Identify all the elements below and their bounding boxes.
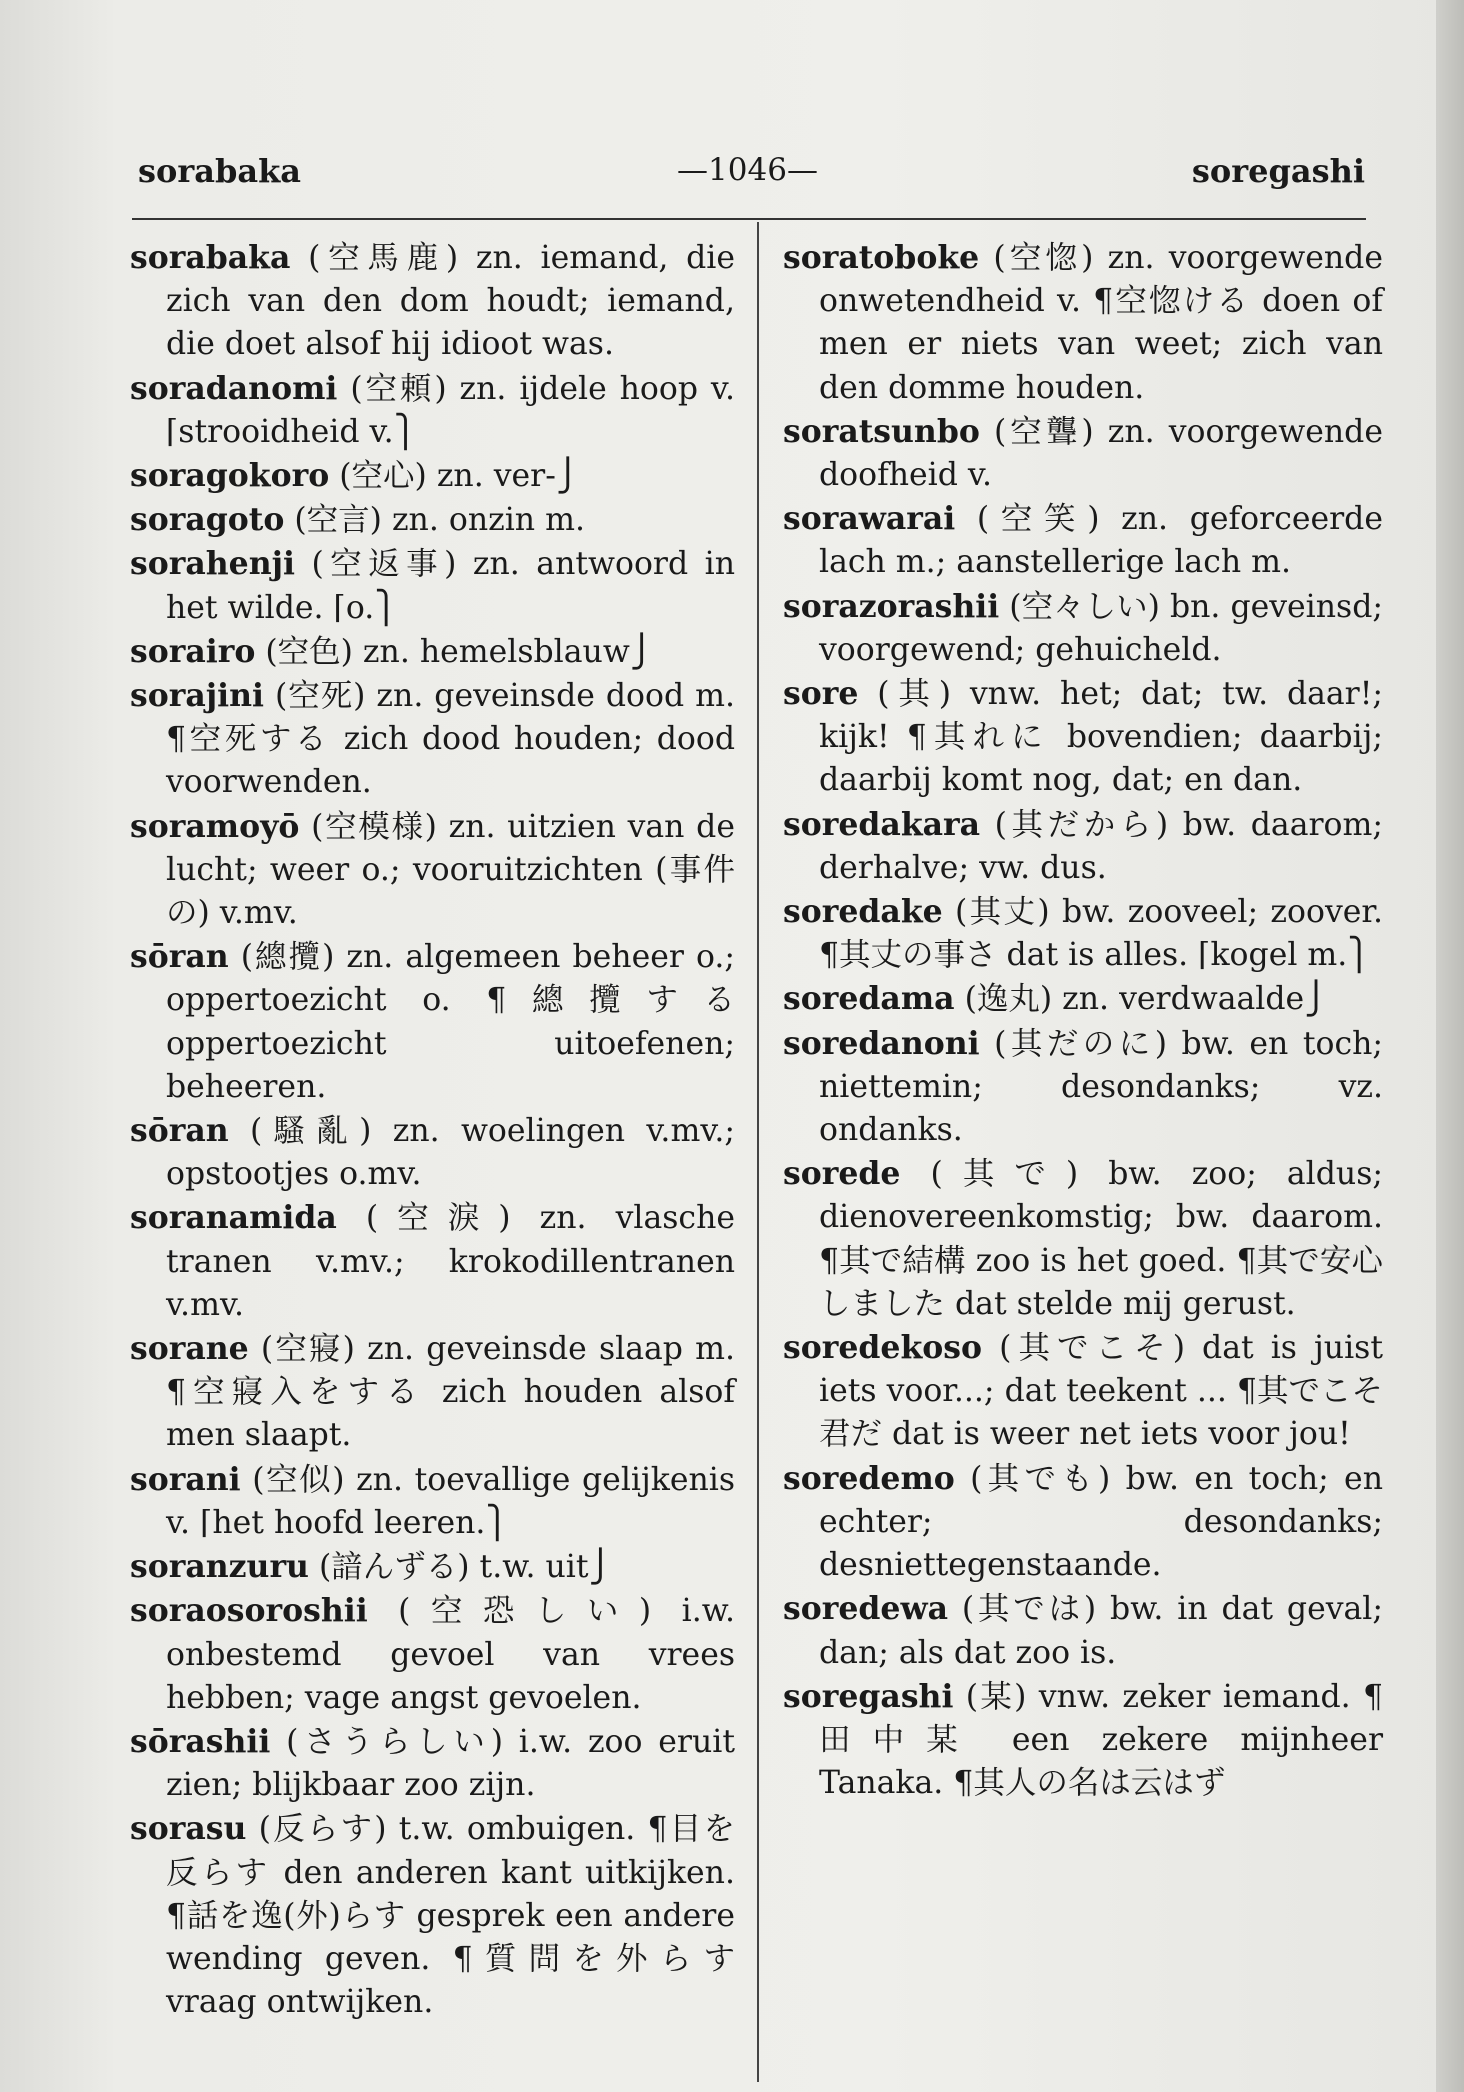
dictionary-entry: sorajini (空死) zn. geveinsde dood m. ¶空死する zich dood houden; dood voorwenden.	[130, 677, 735, 801]
header-left-headword: sorabaka	[138, 152, 301, 190]
headword: soredekoso	[783, 1329, 983, 1367]
headword: sōran	[130, 938, 229, 976]
headword: soratsunbo	[783, 412, 980, 450]
headword: sorane	[130, 1330, 249, 1368]
headword: sorani	[130, 1460, 241, 1498]
dictionary-entry: soredake (其丈) bw. zooveel; zoover. ¶其丈の事さ dat is alles. ⌈kogel m.⎫	[783, 893, 1383, 974]
headword: soredakara	[783, 805, 981, 843]
headword: soragokoro	[130, 457, 330, 495]
headword: soragoto	[130, 501, 285, 539]
dictionary-entry: soragokoro (空心) zn. ver-⎭	[130, 457, 580, 495]
headword: sorabaka	[130, 239, 291, 276]
headword: soradanomi	[130, 369, 338, 407]
headword: sōrashii	[130, 1722, 271, 1760]
headword: soraosoroshii	[130, 1592, 368, 1630]
dictionary-entry: sorani (空似) zn. toevallige gelijkenis v. ⌈het hoofd leeren.⎫	[130, 1460, 735, 1541]
page-edge	[1436, 0, 1464, 2092]
headword: soredemo	[783, 1459, 955, 1497]
headword: sorazorashii	[783, 587, 1000, 625]
headword: soratoboke	[783, 239, 980, 276]
dictionary-entry: sorazorashii (空々しい) bn. geveinsd; voorgewend; gehuicheld.	[783, 587, 1383, 668]
dictionary-entry: sorawarai (空笑) zn. geforceerde lach m.; aanstellerige lach m.	[783, 500, 1383, 581]
headword: soredanoni	[783, 1024, 980, 1062]
dictionary-entry: sorede (其で) bw. zoo; aldus; dienovereenkomstig; bw. daarom. ¶其で結構 zoo is het goed. ¶其で安心しました dat stelde mij gerust.	[783, 1155, 1383, 1322]
headword: sorawarai	[783, 500, 956, 538]
dictionary-entry: soredemo (其でも) bw. en toch; en echter; desondanks; desniettegenstaande.	[783, 1459, 1383, 1584]
page-number: —1046—	[677, 152, 818, 188]
dictionary-entry: soredama (逸丸) zn. verdwaalde⎭	[783, 980, 1328, 1018]
headword: sorairo	[130, 632, 256, 670]
dictionary-entry: soramoyō (空模様) zn. uitzien van de lucht; weer o.; vooruitzichten (事件の) v.mv.	[130, 807, 735, 932]
headword: sorede	[783, 1155, 901, 1193]
page-header	[130, 152, 1365, 212]
headword: sorajini	[130, 677, 264, 715]
dictionary-entry: sōran (騷亂) zn. woelingen v.mv.; opstootjes o.mv.	[130, 1112, 735, 1193]
headword: soredama	[783, 980, 955, 1018]
headword: soredake	[783, 893, 943, 931]
dictionary-entry: soregashi (某) vnw. zeker iemand. ¶田中某 een zekere mijnheer Tanaka. ¶其人の名は云はず	[783, 1677, 1383, 1802]
header-rule	[132, 218, 1366, 220]
dictionary-entry: sōran (總攬) zn. algemeen beheer o.; oppertoezicht o. ¶總攬する oppertoezicht uitoefenen; beheeren.	[130, 938, 735, 1105]
dictionary-entry: soradanomi (空頼) zn. ijdele hoop v. ⌈strooidheid v.⎫	[130, 369, 735, 450]
dictionary-entry: soredakara (其だから) bw. daarom; derhalve; vw. dus.	[783, 805, 1383, 886]
dictionary-entry: soredanoni (其だのに) bw. en toch; niettemin; desondanks; vz. ondanks.	[783, 1024, 1383, 1149]
headword: soranzuru	[130, 1548, 309, 1586]
dictionary-entry: soratoboke (空惚) zn. voorgewende onwetendheid v. ¶空惚ける doen of men er niets van weet; zich van den domme houden.	[783, 239, 1383, 406]
left-column	[130, 236, 735, 2024]
header-right-headword: soregashi	[1191, 152, 1365, 190]
dictionary-entry: sorahenji (空返事) zn. antwoord in het wilde. ⌈o.⎫	[130, 545, 735, 626]
dictionary-entry: sorabaka (空馬鹿) zn. iemand, die zich van den dom houdt; iemand, die doet alsof hij idioot was.	[130, 239, 735, 363]
dictionary-entry: soranamida (空淚) zn. vlasche tranen v.mv.; krokodillentranen v.mv.	[130, 1199, 735, 1323]
dictionary-entry: soranzuru (諳んずる) t.w. uit⎭	[130, 1548, 613, 1586]
column-divider	[757, 222, 759, 2082]
headword: sorahenji	[130, 545, 295, 583]
headword: sorasu	[130, 1810, 247, 1848]
dictionary-entry: soragoto (空言) zn. onzin m.	[130, 501, 585, 539]
dictionary-entry: sore (其) vnw. het; dat; tw. daar!; kijk! ¶其れに bovendien; daarbij; daarbij komt nog, dat; en dan.	[783, 675, 1383, 799]
dictionary-entry: soredewa (其では) bw. in dat geval; dan; als dat zoo is.	[783, 1590, 1383, 1671]
dictionary-entry: soraosoroshii (空恐しい) i.w. onbestemd gevoel van vrees hebben; vage angst gevoelen.	[130, 1592, 735, 1716]
dictionary-entry: soratsunbo (空聾) zn. voorgewende doofheid v.	[783, 412, 1383, 494]
dictionary-entry: sōrashii (さうらしい) i.w. zoo eruit zien; blijkbaar zoo zijn.	[130, 1722, 735, 1804]
dictionary-entry: soredekoso (其でこそ) dat is juist iets voor...; dat teekent ... ¶其でこそ君だ dat is weer net iets voor jou!	[783, 1329, 1383, 1453]
dictionary-entry: sorasu (反らす) t.w. ombuigen. ¶目を反らす den anderen kant uitkijken. ¶話を逸(外)らす gesprek een andere wending geven. ¶質問を外らす vraag ontwijken.	[130, 1810, 735, 2021]
dictionary-entry: sorane (空寢) zn. geveinsde slaap m. ¶空寢入をする zich houden alsof men slaapt.	[130, 1330, 735, 1454]
headword: soramoyō	[130, 807, 300, 845]
dictionary-entry: sorairo (空色) zn. hemelsblauw⎭	[130, 632, 654, 670]
headword: soredewa	[783, 1590, 948, 1628]
headword: soranamida	[130, 1199, 337, 1237]
headword: sōran	[130, 1112, 229, 1150]
headword: soregashi	[783, 1677, 954, 1715]
right-column	[783, 236, 1383, 1805]
headword: sore	[783, 675, 859, 713]
